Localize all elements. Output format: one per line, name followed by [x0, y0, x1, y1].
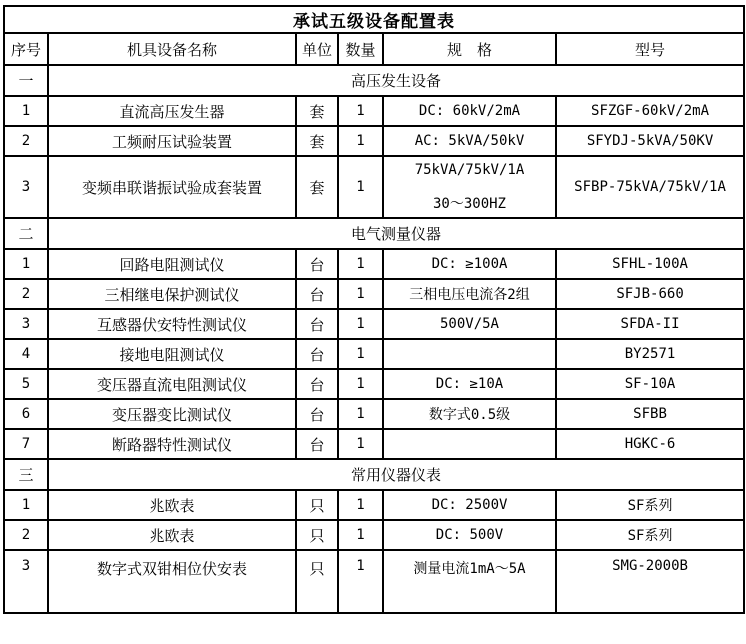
cell-model: SFJB-660: [556, 279, 744, 309]
table-row: [4, 369, 744, 399]
cell-spec: 三相电压电流各2组: [383, 279, 556, 309]
table-row: [4, 490, 744, 520]
cell-no: 1: [4, 96, 48, 126]
section-row-1: [4, 65, 744, 96]
cell-model: SFYDJ-5kVA/50KV: [556, 126, 744, 156]
col-header-qty: 数量: [338, 33, 383, 65]
cell-no: 1: [4, 249, 48, 279]
cell-qty: 1: [338, 96, 383, 126]
cell-name: 兆欧表: [48, 520, 296, 550]
section-index: 三: [4, 459, 48, 490]
cell-name: 数字式双钳相位伏安表: [48, 550, 296, 613]
cell-unit: 台: [296, 399, 338, 429]
cell-no: 1: [4, 490, 48, 520]
table-row: [4, 309, 744, 339]
cell-name: 工频耐压试验装置: [48, 126, 296, 156]
table-row: [4, 279, 744, 309]
cell-no: 3: [4, 550, 48, 613]
cell-unit: 台: [296, 249, 338, 279]
cell-qty: 1: [338, 490, 383, 520]
cell-unit: 台: [296, 309, 338, 339]
cell-model: HGKC-6: [556, 429, 744, 459]
col-header-no: 序号: [4, 33, 48, 65]
table-row: [4, 126, 744, 156]
cell-model: SFHL-100A: [556, 249, 744, 279]
cell-spec: [383, 429, 556, 459]
cell-unit: 台: [296, 369, 338, 399]
section-row-2: [4, 218, 744, 249]
cell-no: 3: [4, 309, 48, 339]
table-row: [4, 156, 744, 218]
cell-no: 2: [4, 520, 48, 550]
section-row-3: [4, 459, 744, 490]
section-name: 电气测量仪器: [48, 218, 744, 249]
cell-qty: 1: [338, 249, 383, 279]
spec-line-2: 30～300HZ: [432, 195, 506, 212]
cell-qty: 1: [338, 126, 383, 156]
cell-model: SF-10A: [556, 369, 744, 399]
cell-no: 6: [4, 399, 48, 429]
cell-model: BY2571: [556, 339, 744, 369]
cell-spec: DC: 2500V: [383, 490, 556, 520]
cell-name: 断路器特性测试仪: [48, 429, 296, 459]
cell-qty: 1: [338, 429, 383, 459]
cell-name: 互感器伏安特性测试仪: [48, 309, 296, 339]
cell-name: 兆欧表: [48, 490, 296, 520]
cell-name: 变压器直流电阻测试仪: [48, 369, 296, 399]
table-row: [4, 249, 744, 279]
cell-name: 回路电阻测试仪: [48, 249, 296, 279]
cell-name: 接地电阻测试仪: [48, 339, 296, 369]
table-row: [4, 96, 744, 126]
cell-model: SFZGF-60kV/2mA: [556, 96, 744, 126]
cell-name: 三相继电保护测试仪: [48, 279, 296, 309]
cell-spec: DC: 60kV/2mA: [383, 96, 556, 126]
cell-qty: 1: [338, 550, 383, 613]
cell-spec: AC: 5kVA/50kV: [383, 126, 556, 156]
col-header-model: 型号: [556, 33, 744, 65]
cell-qty: 1: [338, 339, 383, 369]
cell-spec: DC: 500V: [383, 520, 556, 550]
cell-unit: 只: [296, 550, 338, 613]
cell-qty: 1: [338, 279, 383, 309]
cell-qty: 1: [338, 369, 383, 399]
table-row: [4, 429, 744, 459]
cell-model: SMG-2000B: [556, 550, 744, 613]
cell-no: 2: [4, 279, 48, 309]
spec-line-1: 75kVA/75kV/1A: [414, 161, 525, 178]
cell-spec: [383, 156, 556, 218]
cell-unit: 台: [296, 279, 338, 309]
cell-unit: 只: [296, 490, 338, 520]
section-index: 二: [4, 218, 48, 249]
cell-no: 5: [4, 369, 48, 399]
cell-unit: 套: [296, 126, 338, 156]
cell-model: SF系列: [556, 520, 744, 550]
cell-no: 4: [4, 339, 48, 369]
cell-model: SF系列: [556, 490, 744, 520]
table-row: [4, 399, 744, 429]
cell-spec: 500V/5A: [383, 309, 556, 339]
col-header-unit: 单位: [296, 33, 338, 65]
cell-spec: DC: ≥10A: [383, 369, 556, 399]
cell-unit: 台: [296, 339, 338, 369]
cell-no: 7: [4, 429, 48, 459]
cell-model: SFDA-II: [556, 309, 744, 339]
cell-no: 3: [4, 156, 48, 218]
cell-spec: DC: ≥100A: [383, 249, 556, 279]
table-header-row: [4, 33, 744, 65]
cell-qty: 1: [338, 309, 383, 339]
table-row: [4, 550, 744, 613]
col-header-name: 机具设备名称: [48, 33, 296, 65]
cell-name: 变频串联谐振试验成套装置: [48, 156, 296, 218]
table-title-row: [4, 6, 744, 33]
cell-model: SFBB: [556, 399, 744, 429]
cell-spec: 测量电流1mA～5A: [383, 550, 556, 613]
cell-qty: 1: [338, 520, 383, 550]
cell-unit: 台: [296, 429, 338, 459]
cell-spec: [383, 339, 556, 369]
cell-unit: 只: [296, 520, 338, 550]
cell-qty: 1: [338, 156, 383, 218]
table-title: 承试五级设备配置表: [4, 6, 744, 33]
cell-name: 直流高压发生器: [48, 96, 296, 126]
cell-model: SFBP-75kVA/75kV/1A: [556, 156, 744, 218]
equipment-config-table: [3, 5, 745, 614]
cell-no: 2: [4, 126, 48, 156]
cell-unit: 套: [296, 156, 338, 218]
cell-spec: 数字式0.5级: [383, 399, 556, 429]
section-name: 常用仪器仪表: [48, 459, 744, 490]
section-index: 一: [4, 65, 48, 96]
cell-unit: 套: [296, 96, 338, 126]
table-row: [4, 339, 744, 369]
cell-qty: 1: [338, 399, 383, 429]
section-name: 高压发生设备: [48, 65, 744, 96]
cell-name: 变压器变比测试仪: [48, 399, 296, 429]
table-row: [4, 520, 744, 550]
col-header-spec: 规 格: [383, 33, 556, 65]
